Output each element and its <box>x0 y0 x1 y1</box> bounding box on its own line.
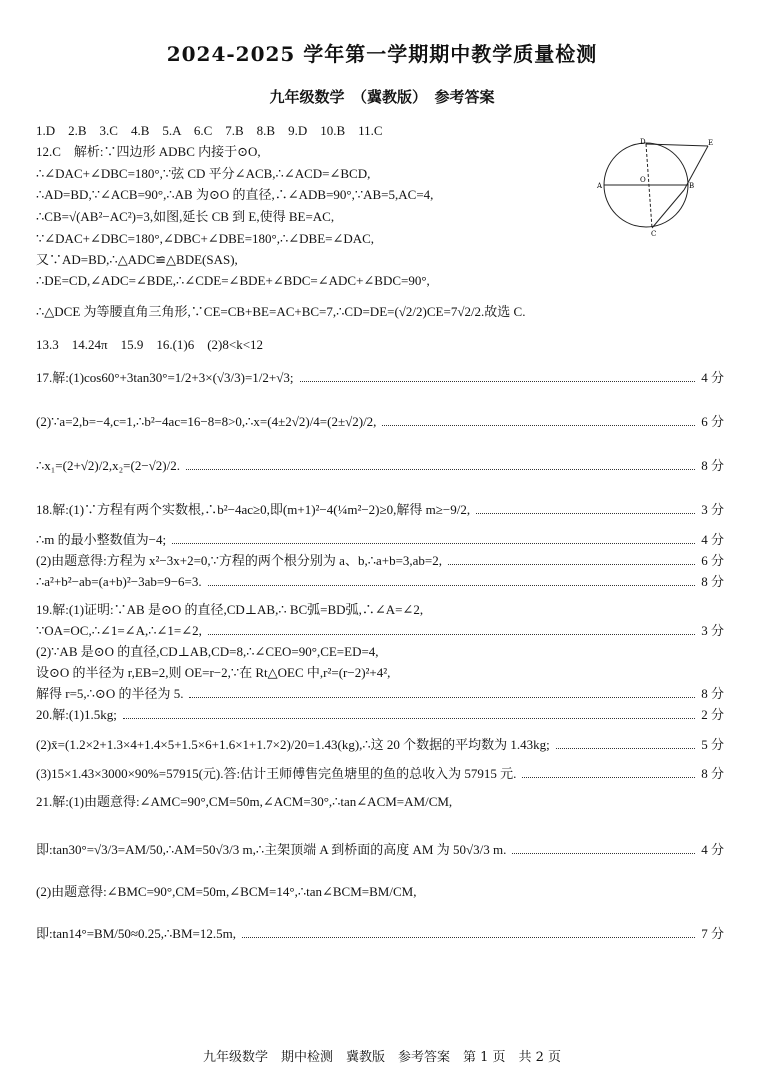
answer-line: 设⊙O 的半径为 r,EB=2,则 OE=r−2,∵在 Rt△OEC 中,r²=(r−2)²+4², <box>36 665 391 680</box>
answer-line: 又∵AD=BD,∴△ADC≌△BDE(SAS), <box>36 252 238 267</box>
answer-line: (2)x̄=(1.2×2+1.3×4+1.4×5+1.5×6+1.6×1+1.7×2)/20=1.43(kg),∴这 20 个数据的平均数为 1.43kg; <box>36 737 550 752</box>
score-label: 5 分 <box>701 737 724 752</box>
page-title: 2024-2025 学年第一学期期中教学质量检测 <box>166 42 598 66</box>
score-label: 6 分 <box>701 414 724 429</box>
answer-line: (2)∵AB 是⊙O 的直径,CD⊥AB,CD=8,∴∠CEO=90°,CE=ED=4, <box>36 644 379 659</box>
score-label: 3 分 <box>701 502 724 517</box>
dot-leader <box>300 381 695 382</box>
fig-label-a: A <box>597 182 603 190</box>
answer-line: ∴∠DAC+∠DBC=180°,∵弦 CD 平分∠ACB,∴∠ACD=∠BCD, <box>36 166 371 181</box>
answer-line: ∵OA=OC,∴∠1=∠A,∴∠1=∠2, <box>36 623 202 638</box>
fig-label-e: E <box>708 139 714 147</box>
dot-leader <box>522 777 695 778</box>
answer-line: 18.解:(1)∵方程有两个实数根,∴b²−4ac≥0,即(m+1)²−4(¼m²−2)≥0,解得 m≥−9/2, <box>36 502 471 517</box>
answer-line: 19.解:(1)证明:∵AB 是⊙O 的直径,CD⊥AB,∴ BC弧=BD弧,∴∠A=∠2, <box>36 602 424 617</box>
dot-leader <box>242 937 695 938</box>
answer-line: ∴x₁=(2+√2)/2,x₂=(2−√2)/2. <box>36 458 180 473</box>
score-label: 7 分 <box>701 926 724 941</box>
answer-line: (2)∵a=2,b=−4,c=1,∴b²−4ac=16−8=8>0,∴x=(4±2√2)/4=(2±√2)/2, <box>36 414 377 429</box>
answer-line: ∴m 的最小整数值为−4; <box>36 532 167 547</box>
score-label: 6 分 <box>701 553 724 568</box>
fig-label-b: B <box>689 182 695 190</box>
score-label: 4 分 <box>701 842 724 857</box>
answer-line: 即:tan14°=BM/50≈0.25,∴BM=12.5m, <box>36 926 236 941</box>
answer-line: 13.3 14.24π 15.9 16.(1)6 (2)8<k<12 <box>36 337 264 352</box>
answer-line: 21.解:(1)由题意得:∠AMC=90°,CM=50m,∠ACM=30°,∴tan∠ACM=AM/CM, <box>36 794 453 809</box>
answer-line: 12.C 解析:∵四边形 ADBC 内接于⊙O, <box>36 144 261 159</box>
dot-leader <box>476 513 695 514</box>
answer-line: 即:tan30°=√3/3=AM/50,∴AM=50√3/3 m,∴主架顶端 A 到桥面的高度 AM 为 50√3/3 m. <box>36 842 507 857</box>
score-label: 8 分 <box>701 574 724 589</box>
dot-leader <box>208 634 695 635</box>
dot-leader <box>208 585 695 586</box>
answer-line: ∴△DCE 为等腰直角三角形,∵CE=CB+BE=AC+BC=7,∴CD=DE=(√2/2)CE=7√2/2.故选 C. <box>36 304 526 319</box>
answer-line: (2)由题意得:∠BMC=90°,CM=50m,∠BCM=14°,∴tan∠BCM=BM/CM, <box>36 884 417 899</box>
answer-line: ∴a²+b²−ab=(a+b)²−3ab=9−6=3. <box>36 574 202 589</box>
fig-label-c: C <box>651 230 657 238</box>
dot-leader <box>448 564 695 565</box>
dot-leader <box>556 748 695 749</box>
score-label: 4 分 <box>701 532 724 547</box>
score-label: 8 分 <box>701 766 724 781</box>
fig-label-o: O <box>640 176 646 184</box>
score-label: 8 分 <box>701 458 724 473</box>
dot-leader <box>189 697 695 698</box>
answer-line: ∴CB=√(AB²−AC²)=3,如图,延长 CB 到 E,使得 BE=AC, <box>36 209 335 224</box>
answer-line: 20.解:(1)1.5kg; <box>36 707 117 722</box>
answer-line: ∴AD=BD,∵∠ACB=90°,∴AB 为⊙O 的直径,∴∠ADB=90°,∵AB=5,AC=4, <box>36 187 434 202</box>
page-footer: 九年级数学 期中检测 冀教版 参考答案 第 1 页 共 2 页 <box>202 1050 562 1065</box>
fig-label-d: D <box>640 138 646 146</box>
answer-line: ∴DE=CD,∠ADC=∠BDE,∴∠CDE=∠BDE+∠BDC=∠ADC+∠BDC=90°, <box>36 273 430 288</box>
dot-leader <box>512 853 695 854</box>
score-label: 4 分 <box>701 370 724 385</box>
answer-line: 1.D 2.B 3.C 4.B 5.A 6.C 7.B 8.B 9.D 10.B 11.C <box>36 123 383 138</box>
dot-leader <box>123 718 695 719</box>
answer-line: 解得 r=5,∴⊙O 的半径为 5. <box>36 686 184 701</box>
dot-leader <box>186 469 695 470</box>
score-label: 8 分 <box>701 686 724 701</box>
dot-leader <box>382 425 695 426</box>
score-label: 2 分 <box>701 707 724 722</box>
answer-line: ∵∠DAC+∠DBC=180°,∠DBC+∠DBE=180°,∴∠DBE=∠DAC, <box>36 231 375 246</box>
dot-leader <box>172 543 695 544</box>
answer-line: (3)15×1.43×3000×90%=57915(元).答:估计王师傅售完鱼塘里的鱼的总收入为 57915 元. <box>36 766 517 781</box>
score-label: 3 分 <box>701 623 724 638</box>
answer-line: (2)由题意得:方程为 x²−3x+2=0,∵方程的两个根分别为 a、b,∴a+b=3,ab=2, <box>36 553 443 568</box>
page-subtitle: 九年级数学 （冀教版） 参考答案 <box>269 88 495 106</box>
answer-line: 17.解:(1)cos60°+3tan30°=1/2+3×(√3/3)=1/2+√3; <box>36 370 294 385</box>
circle-figure <box>596 138 716 238</box>
